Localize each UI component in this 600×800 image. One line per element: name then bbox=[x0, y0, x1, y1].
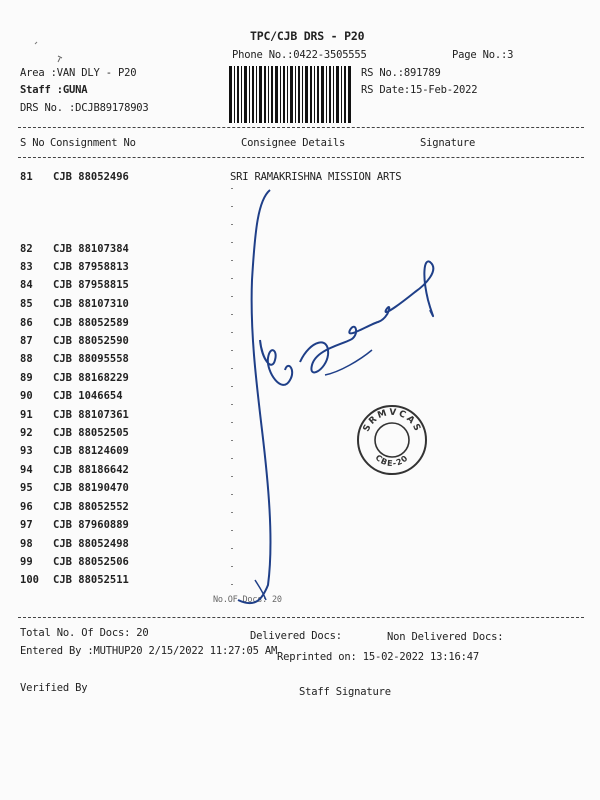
table-row bbox=[0, 519, 600, 535]
row-sno: 98 bbox=[20, 538, 33, 550]
row-consignment: CJB 88190470 bbox=[53, 482, 129, 494]
column-consignee: Consignee Details bbox=[241, 137, 346, 149]
divider bbox=[18, 157, 584, 158]
row-sno: 90 bbox=[20, 390, 33, 402]
row-consignment: CJB 88107384 bbox=[53, 243, 129, 255]
divider bbox=[18, 127, 584, 128]
row-consignment: CJB 87958815 bbox=[53, 279, 129, 291]
table-row bbox=[0, 409, 600, 425]
no-of-docs-label: No.OF Docs: 20 bbox=[213, 595, 282, 605]
table-row bbox=[0, 353, 600, 369]
row-consignment: CJB 88107310 bbox=[53, 298, 129, 310]
row-consignment: CJB 88052590 bbox=[53, 335, 129, 347]
table-row bbox=[0, 243, 600, 259]
non-delivered-docs: Non Delivered Docs: bbox=[387, 631, 504, 643]
row-consignment: CJB 87958813 bbox=[53, 261, 129, 273]
row-consignment: CJB 88107361 bbox=[53, 409, 129, 421]
document-title: TPC/CJB DRS - P20 bbox=[250, 29, 365, 43]
delivered-docs: Delivered Docs: bbox=[250, 630, 342, 642]
row-sno: 91 bbox=[20, 409, 33, 421]
row-consignment: CJB 87960889 bbox=[53, 519, 129, 531]
table-row bbox=[0, 482, 600, 498]
area-field: Area :VAN DLY - P20 bbox=[20, 67, 137, 79]
table-row bbox=[0, 501, 600, 517]
row-consignment: CJB 88052505 bbox=[53, 427, 129, 439]
row-consignment: CJB 88095558 bbox=[53, 353, 129, 365]
row-sno: 84 bbox=[20, 279, 33, 291]
table-row bbox=[0, 574, 600, 590]
staff-signature-label: Staff Signature bbox=[299, 686, 391, 698]
column-consignment: Consignment No bbox=[50, 137, 136, 149]
drs-number: DRS No. :DCJB89178903 bbox=[20, 102, 149, 114]
table-row bbox=[0, 390, 600, 406]
row-consignment: CJB 1046654 bbox=[53, 390, 123, 402]
staff-field: Staff :GUNA bbox=[20, 84, 88, 96]
page-number: Page No.:3 bbox=[452, 49, 514, 61]
row-consignment: CJB 88052498 bbox=[53, 538, 129, 550]
entered-by: Entered By :MUTHUP20 2/15/2022 11:27:05 AM bbox=[20, 645, 278, 657]
table-row bbox=[0, 427, 600, 443]
row-sno: 99 bbox=[20, 556, 33, 568]
total-docs: Total No. Of Docs: 20 bbox=[20, 627, 149, 639]
stamp-text-bottom: CBE-20 bbox=[373, 452, 411, 469]
row-consignment: CJB 88186642 bbox=[53, 464, 129, 476]
table-row bbox=[0, 317, 600, 333]
row-sno: 89 bbox=[20, 372, 33, 384]
row-sno: 97 bbox=[20, 519, 33, 531]
table-row bbox=[0, 372, 600, 388]
row-sno: 94 bbox=[20, 464, 33, 476]
row-sno: 88 bbox=[20, 353, 33, 365]
row-consignee: SRI RAMAKRISHNA MISSION ARTS bbox=[230, 171, 402, 183]
row-consignment: CJB 88168229 bbox=[53, 372, 129, 384]
row-sno: 82 bbox=[20, 243, 33, 255]
row-sno: 95 bbox=[20, 482, 33, 494]
phone-number: Phone No.:0422-3505555 bbox=[232, 49, 367, 61]
row-consignment: CJB 88052511 bbox=[53, 574, 129, 586]
table-row bbox=[0, 538, 600, 554]
table-row bbox=[0, 464, 600, 480]
table-row bbox=[0, 171, 600, 187]
row-sno: 100 bbox=[20, 574, 39, 586]
table-row bbox=[0, 335, 600, 351]
table-row bbox=[0, 556, 600, 572]
row-sno: 93 bbox=[20, 445, 33, 457]
stamp-text-top: SRMVCAS bbox=[361, 407, 423, 435]
row-consignment: CJB 88124609 bbox=[53, 445, 129, 457]
row-sno: 83 bbox=[20, 261, 33, 273]
table-row bbox=[0, 445, 600, 461]
table-row bbox=[0, 279, 600, 295]
row-sno: 85 bbox=[20, 298, 33, 310]
row-sno: 86 bbox=[20, 317, 33, 329]
barcode bbox=[229, 66, 352, 123]
row-sno: 92 bbox=[20, 427, 33, 439]
row-sno: 96 bbox=[20, 501, 33, 513]
table-row bbox=[0, 298, 600, 314]
column-sno: S No bbox=[20, 137, 45, 149]
row-consignment: CJB 88052506 bbox=[53, 556, 129, 568]
row-consignment: CJB 88052552 bbox=[53, 501, 129, 513]
reprinted-on: Reprinted on: 15-02-2022 13:16:47 bbox=[277, 651, 480, 663]
row-sno: 87 bbox=[20, 335, 33, 347]
verified-by: Verified By bbox=[20, 682, 88, 694]
divider bbox=[18, 617, 584, 618]
rs-date: RS Date:15-Feb-2022 bbox=[361, 84, 478, 96]
row-consignment: CJB 88052589 bbox=[53, 317, 129, 329]
column-signature: Signature bbox=[420, 137, 476, 149]
table-row bbox=[0, 261, 600, 277]
row-sno: 81 bbox=[20, 171, 33, 183]
row-consignment: CJB 88052496 bbox=[53, 171, 129, 183]
rs-number: RS No.:891789 bbox=[361, 67, 441, 79]
